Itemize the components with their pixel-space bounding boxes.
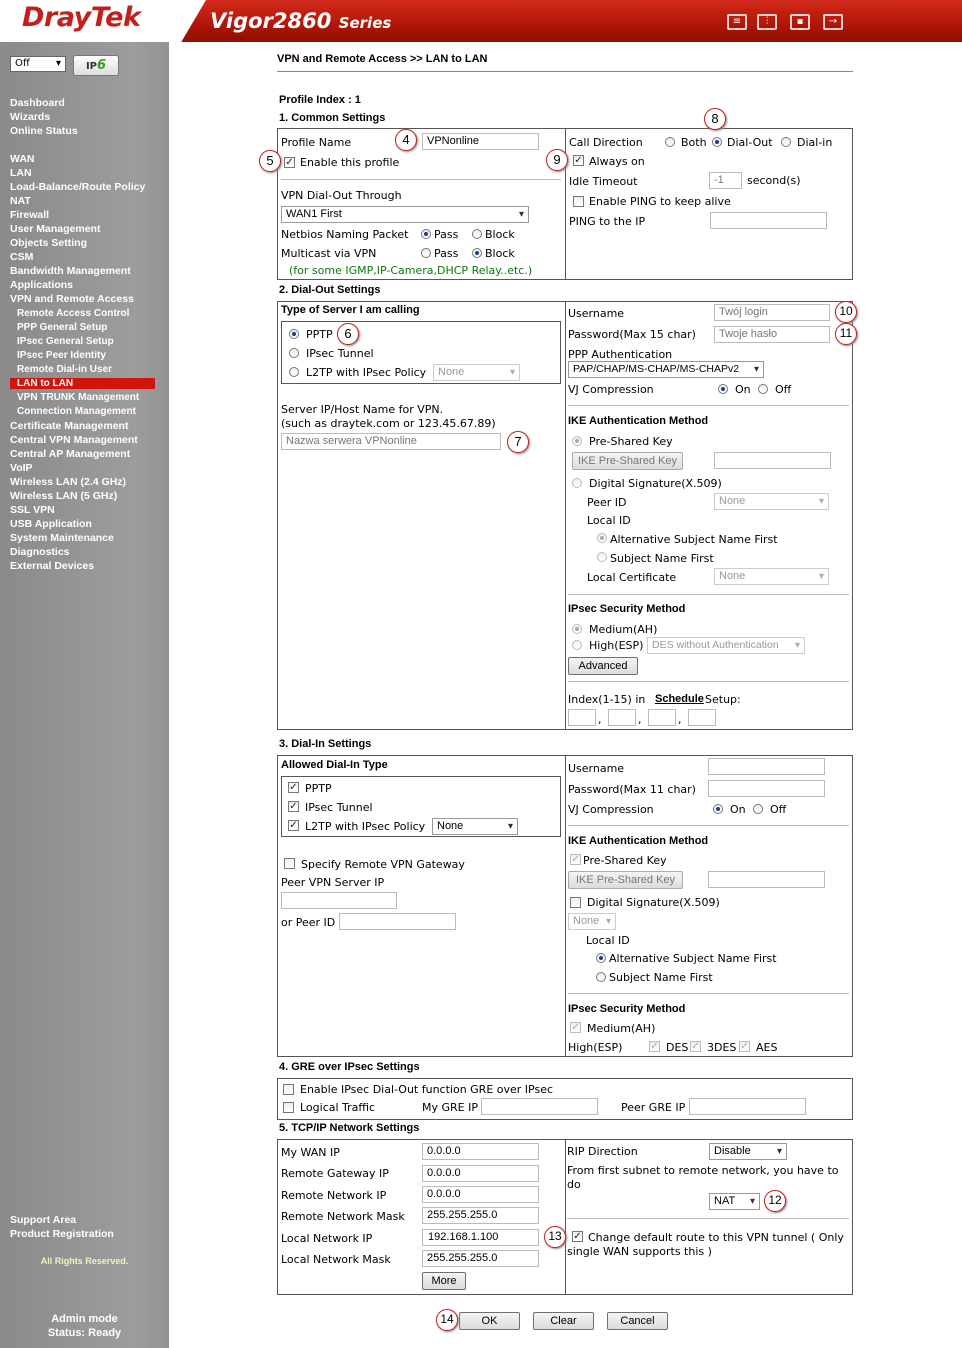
dialin-ike-title: IKE Authentication Method xyxy=(568,835,709,847)
local-id-label: Local ID xyxy=(587,514,631,527)
netbios-pass-label: Pass xyxy=(434,228,459,241)
allowed-type-label: Allowed Dial-In Type xyxy=(281,759,388,771)
peer-gre-input[interactable] xyxy=(689,1098,806,1115)
dialin-medium-checkbox[interactable]: ✓ xyxy=(571,1022,580,1033)
model-series: Series xyxy=(338,14,392,32)
nav-item-central-vpn-management[interactable]: Central VPN Management xyxy=(10,434,138,446)
ipsec-tunnel-label: IPsec Tunnel xyxy=(306,347,374,360)
dialin-vj-off-label: Off xyxy=(770,803,787,816)
vj-on-radio[interactable] xyxy=(718,384,728,394)
dialin-username-label: Username xyxy=(568,762,625,775)
local-cert-select[interactable]: None ▾ xyxy=(714,568,829,585)
nav-item-bandwidth-management[interactable]: Bandwidth Management xyxy=(10,265,131,277)
remote-gw-label: Remote Gateway IP xyxy=(281,1167,389,1180)
server-type-label: Type of Server I am calling xyxy=(281,304,420,316)
nav-item-nat[interactable]: NAT xyxy=(10,195,31,207)
local-ip-input[interactable]: 192.168.1.100 xyxy=(422,1229,539,1246)
ike-psk-input[interactable] xyxy=(714,452,831,469)
subject-radio[interactable] xyxy=(597,552,607,562)
schedule-input-2[interactable] xyxy=(608,709,636,726)
high-esp-select[interactable]: DES without Authentication ▾ xyxy=(647,637,805,654)
nav-subitem-ppp-general-setup[interactable]: PPP General Setup xyxy=(17,322,108,333)
nav-item-load-balance-route-policy[interactable]: Load-Balance/Route Policy xyxy=(10,181,146,193)
schedule-setup-label: Setup: xyxy=(705,693,741,706)
default-route-checkbox[interactable]: ✓ xyxy=(573,1231,582,1242)
local-mask-label: Local Network Mask xyxy=(281,1253,391,1266)
local-cert-label: Local Certificate xyxy=(587,571,677,584)
nav-item-online-status[interactable]: Online Status xyxy=(10,125,78,137)
ppp-auth-select[interactable]: PAP/CHAP/MS-CHAP/MS-CHAPv2 ▾ xyxy=(568,361,764,378)
rip-direction-label: RIP Direction xyxy=(567,1145,638,1158)
nav-item-diagnostics[interactable]: Diagnostics xyxy=(10,546,70,558)
nav-item-ssl-vpn[interactable]: SSL VPN xyxy=(10,504,55,516)
nav-subitem-connection-management[interactable]: Connection Management xyxy=(17,406,136,417)
schedule-index-label: Index(1-15) in xyxy=(568,693,646,706)
password-input[interactable]: Twoje hasło xyxy=(714,326,830,343)
section-common-title: 1. Common Settings xyxy=(279,112,386,124)
nav-subitem-ipsec-peer-identity[interactable]: IPsec Peer Identity xyxy=(17,350,106,361)
ipsec-method-title: IPsec Security Method xyxy=(568,603,686,615)
l2tp-policy-select[interactable]: None ▾ xyxy=(433,364,520,381)
call-dialout-radio[interactable] xyxy=(712,137,722,147)
netbios-label: Netbios Naming Packet xyxy=(281,228,409,241)
psk-radio[interactable] xyxy=(572,436,582,446)
section-dialout-title: 2. Dial-Out Settings xyxy=(279,284,381,296)
peer-id-input[interactable] xyxy=(339,913,456,930)
ok-button[interactable]: OK xyxy=(459,1312,520,1330)
dialin-ike-psk-input[interactable] xyxy=(708,871,825,888)
dialin-local-id-label: Local ID xyxy=(586,934,630,947)
enable-gre-label: Enable IPsec Dial-Out function GRE over IPsec xyxy=(300,1083,554,1096)
local-ip-label: Local Network IP xyxy=(281,1232,373,1245)
ping-ip-input[interactable] xyxy=(710,212,827,229)
subject-label: Subject Name First xyxy=(610,552,714,565)
nav-subitem-vpn-trunk-management[interactable]: VPN TRUNK Management xyxy=(17,392,140,403)
ipv6-button[interactable] xyxy=(73,55,119,76)
high-esp-label: High(ESP) xyxy=(589,639,644,652)
multicast-label: Multicast via VPN xyxy=(281,247,377,260)
dialin-digsig-checkbox[interactable] xyxy=(570,897,581,908)
my-gre-label: My GRE IP xyxy=(422,1101,478,1114)
nav-item-voip[interactable]: VoIP xyxy=(10,462,33,474)
medium-ah-label: Medium(AH) xyxy=(589,623,658,636)
nat-select[interactable]: NAT ▾ xyxy=(709,1193,760,1210)
ipsec-tunnel-radio[interactable] xyxy=(289,348,299,358)
product-registration-link[interactable]: Product Registration xyxy=(10,1228,114,1240)
tcpip-divider xyxy=(565,1139,566,1295)
3des-checkbox[interactable]: ✓ xyxy=(691,1041,700,1052)
dialin-vj-on-label: On xyxy=(730,803,746,816)
call-direction-label: Call Direction xyxy=(569,136,643,149)
vj-off-radio[interactable] xyxy=(758,384,768,394)
netbios-block-radio[interactable] xyxy=(472,229,482,239)
breadcrumb-divider xyxy=(277,71,853,72)
settings-icon[interactable]: ⫶ xyxy=(757,14,777,30)
separator: , xyxy=(598,713,602,726)
username-label: Username xyxy=(568,307,625,320)
profile-index: Profile Index : 1 xyxy=(279,94,361,106)
profile-name-label: Profile Name xyxy=(281,136,352,149)
peer-id-label: Peer ID xyxy=(587,496,627,509)
schedule-input-1[interactable] xyxy=(568,709,596,726)
nav-subitem-remote-dial-in-user[interactable]: Remote Dial-in User xyxy=(17,364,113,375)
always-on-checkbox[interactable]: ✓ xyxy=(574,155,583,166)
ppp-auth-label: PPP Authentication xyxy=(568,348,673,361)
callout-12: 12 xyxy=(764,1190,786,1212)
des-label: DES xyxy=(666,1041,689,1054)
des-checkbox[interactable]: ✓ xyxy=(650,1041,659,1052)
nav-subitem-remote-access-control[interactable]: Remote Access Control xyxy=(17,308,130,319)
logical-traffic-checkbox[interactable] xyxy=(283,1102,294,1113)
call-dialin-label: Dial-in xyxy=(797,136,833,149)
separator: , xyxy=(678,713,682,726)
dialin-alt-subject-radio[interactable] xyxy=(596,953,606,963)
brand-logo: DrayTek xyxy=(22,2,141,33)
rights-text: All Rights Reserved. xyxy=(40,1256,129,1266)
dialin-l2tp-policy-select[interactable]: None ▾ xyxy=(432,818,518,835)
support-area-link[interactable]: Support Area xyxy=(10,1214,77,1226)
ike-auth-title: IKE Authentication Method xyxy=(568,415,709,427)
nav-item-certificate-management[interactable]: Certificate Management xyxy=(10,420,129,432)
divider xyxy=(567,1218,849,1219)
dialout-divider xyxy=(565,301,566,730)
dialin-password-input[interactable] xyxy=(708,780,825,797)
remote-gw-input[interactable]: 0.0.0.0 xyxy=(422,1165,539,1182)
callout-11: 11 xyxy=(835,323,857,345)
my-wan-ip-label: My WAN IP xyxy=(281,1146,340,1159)
callout-10: 10 xyxy=(835,301,857,323)
divider xyxy=(568,681,849,682)
quick-start-icon[interactable]: ≡ xyxy=(727,14,747,30)
peer-id-select[interactable]: None ▾ xyxy=(714,493,829,510)
dialin-digsig-select[interactable]: None ▾ xyxy=(568,913,616,930)
call-dialin-radio[interactable] xyxy=(781,137,791,147)
divider xyxy=(281,179,561,180)
nav-item-wan[interactable]: WAN xyxy=(10,153,35,165)
dialin-divider xyxy=(565,755,566,1057)
dialin-psk-checkbox[interactable]: ✓ xyxy=(571,854,580,865)
header xyxy=(0,0,962,42)
model-name: Vigor2860 xyxy=(210,9,332,33)
or-peer-id-label: or Peer ID xyxy=(281,916,336,929)
callout-8: 8 xyxy=(704,108,726,130)
callout-13: 13 xyxy=(544,1226,566,1248)
pptp-label: PPTP xyxy=(306,328,333,341)
aes-checkbox[interactable]: ✓ xyxy=(740,1041,749,1052)
rip-direction-select[interactable]: Disable ▾ xyxy=(709,1143,787,1160)
nav-item-wireless-lan-2-4-ghz-[interactable]: Wireless LAN (2.4 GHz) xyxy=(10,476,127,488)
aes-label: AES xyxy=(756,1041,778,1054)
pptp-radio[interactable] xyxy=(289,329,299,339)
dialin-vj-on-radio[interactable] xyxy=(713,804,723,814)
my-wan-ip-input[interactable]: 0.0.0.0 xyxy=(422,1143,539,1160)
logical-traffic-label: Logical Traffic xyxy=(300,1101,376,1114)
separator: , xyxy=(638,713,642,726)
cancel-button[interactable]: Cancel xyxy=(607,1312,668,1330)
dialin-password-label: Password(Max 11 char) xyxy=(568,783,696,796)
idle-timeout-label: Idle Timeout xyxy=(569,175,638,188)
route-text-2: do xyxy=(567,1178,581,1191)
nav-item-external-devices[interactable]: External Devices xyxy=(10,560,95,572)
advanced-button[interactable]: Advanced xyxy=(568,657,638,675)
3des-label: 3DES xyxy=(707,1041,737,1054)
peer-vpn-ip-label: Peer VPN Server IP xyxy=(281,876,385,889)
nav-item-firewall[interactable]: Firewall xyxy=(10,209,50,221)
dialin-alt-subject-label: Alternative Subject Name First xyxy=(609,952,777,965)
dialin-ike-psk-button[interactable]: IKE Pre-Shared Key xyxy=(568,871,683,889)
callout-6: 6 xyxy=(337,323,359,345)
peer-gre-label: Peer GRE IP xyxy=(621,1101,686,1114)
divider xyxy=(568,993,849,994)
enable-profile-checkbox[interactable]: ✓ xyxy=(285,157,294,168)
dialin-pptp-label: PPTP xyxy=(305,782,332,795)
ping-ip-label: PING to the IP xyxy=(569,215,646,228)
multicast-pass-radio[interactable] xyxy=(421,248,431,258)
route-text-1: From first subnet to remote network, you have to xyxy=(567,1164,839,1177)
server-host-label: Server IP/Host Name for VPN. xyxy=(281,403,444,416)
psk-label: Pre-Shared Key xyxy=(589,435,673,448)
section-tcpip-title: 5. TCP/IP Network Settings xyxy=(279,1122,420,1134)
model-title xyxy=(210,9,391,33)
nav-item-dashboard[interactable]: Dashboard xyxy=(10,97,65,109)
dialin-digsig-label: Digital Signature(X.509) xyxy=(587,896,720,909)
ipv6-label: IP xyxy=(85,61,97,72)
dialin-vj-off-radio[interactable] xyxy=(753,804,763,814)
dialin-subject-label: Subject Name First xyxy=(609,971,713,984)
callout-4: 4 xyxy=(395,129,417,151)
dialin-subject-radio[interactable] xyxy=(596,972,606,982)
schedule-link[interactable]: Schedule xyxy=(655,693,704,705)
dialin-medium-label: Medium(AH) xyxy=(587,1022,656,1035)
remote-mask-input[interactable]: 255.255.255.0 xyxy=(422,1207,539,1224)
divider xyxy=(568,825,849,826)
divider xyxy=(568,405,849,406)
dialin-pptp-checkbox[interactable]: ✓ xyxy=(289,782,298,793)
dialin-l2tp-checkbox[interactable]: ✓ xyxy=(289,820,298,831)
username-input[interactable]: Twój login xyxy=(714,304,830,321)
call-both-label: Both xyxy=(681,136,707,149)
nav-item-applications[interactable]: Applications xyxy=(10,279,74,291)
peer-vpn-ip-input[interactable] xyxy=(281,892,397,909)
my-gre-input[interactable] xyxy=(481,1098,598,1115)
dialin-ipsec-label: IPsec Tunnel xyxy=(305,801,373,814)
dialout-through-label: VPN Dial-Out Through xyxy=(281,189,402,202)
dialout-through-select[interactable]: WAN1 First ▾ xyxy=(281,206,529,223)
default-route-label-2: single WAN supports this ) xyxy=(567,1245,712,1258)
local-mask-input[interactable]: 255.255.255.0 xyxy=(422,1250,539,1267)
multicast-block-label: Block xyxy=(485,247,515,260)
multicast-block-radio[interactable] xyxy=(472,248,482,258)
password-label: Password(Max 15 char) xyxy=(568,328,696,341)
mode-select[interactable]: Off ▾ xyxy=(10,56,66,72)
nav-item-vpn-and-remote-access[interactable]: VPN and Remote Access xyxy=(10,293,134,305)
server-host-input[interactable]: Nazwa serwera VPNonline xyxy=(281,433,501,450)
call-dialout-label: Dial-Out xyxy=(727,136,773,149)
netbios-pass-radio[interactable] xyxy=(421,229,431,239)
more-button[interactable]: More xyxy=(422,1272,466,1290)
schedule-input-4[interactable] xyxy=(688,709,716,726)
nav-item-wizards[interactable]: Wizards xyxy=(10,111,51,123)
ping-label: Enable PING to keep alive xyxy=(589,195,731,208)
high-esp-radio[interactable] xyxy=(572,640,582,650)
schedule-input-3[interactable] xyxy=(648,709,676,726)
save-icon[interactable]: ▪ xyxy=(790,14,810,30)
remote-mask-label: Remote Network Mask xyxy=(281,1210,405,1223)
nav-item-csm[interactable]: CSM xyxy=(10,251,34,263)
section-dialin-title: 3. Dial-In Settings xyxy=(279,738,372,750)
l2tp-label: L2TP with IPsec Policy xyxy=(306,366,427,379)
nav-item-lan[interactable]: LAN xyxy=(10,167,32,179)
ping-checkbox[interactable] xyxy=(573,196,584,207)
digsig-radio[interactable] xyxy=(572,478,582,488)
dialin-ipsec-title: IPsec Security Method xyxy=(568,1003,686,1015)
nav-item-system-maintenance[interactable]: System Maintenance xyxy=(10,532,114,544)
alt-subject-radio[interactable] xyxy=(597,533,607,543)
logout-icon[interactable]: → xyxy=(823,14,843,30)
alt-subject-label: Alternative Subject Name First xyxy=(610,533,778,546)
dialin-high-label: High(ESP) xyxy=(568,1041,623,1054)
default-route-label-1: Change default route to this VPN tunnel ( Only xyxy=(588,1231,844,1244)
specify-gateway-label: Specify Remote VPN Gateway xyxy=(301,858,465,871)
dialin-vj-label: VJ Compression xyxy=(568,803,654,816)
medium-ah-radio[interactable] xyxy=(572,624,582,634)
admin-mode-text: Admin mode xyxy=(51,1313,118,1325)
dialin-ipsec-checkbox[interactable]: ✓ xyxy=(289,801,298,812)
callout-5: 5 xyxy=(259,150,281,172)
server-host-hint: (such as draytek.com or 123.45.67.89) xyxy=(281,417,496,430)
nav-item-objects-setting[interactable]: Objects Setting xyxy=(10,237,88,249)
nav-subitem-ipsec-general-setup[interactable]: IPsec General Setup xyxy=(17,336,114,347)
callout-14: 14 xyxy=(436,1309,458,1331)
remote-net-input[interactable]: 0.0.0.0 xyxy=(422,1186,539,1203)
always-on-label: Always on xyxy=(589,155,645,168)
netbios-block-label: Block xyxy=(485,228,515,241)
igmp-note: (for some IGMP,IP-Camera,DHCP Relay..etc.) xyxy=(289,264,533,277)
enable-profile-label: Enable this profile xyxy=(300,156,400,169)
breadcrumb: VPN and Remote Access >> LAN to LAN xyxy=(277,53,488,65)
status-text: Status: Ready xyxy=(47,1327,122,1339)
section-gre-title: 4. GRE over IPsec Settings xyxy=(279,1061,420,1073)
dialin-psk-label: Pre-Shared Key xyxy=(583,854,667,867)
nav-subitem-lan-to-lan[interactable]: LAN to LAN xyxy=(10,378,155,389)
nav-item-usb-application[interactable]: USB Application xyxy=(10,518,92,530)
nav-item-user-management[interactable]: User Management xyxy=(10,223,101,235)
vj-off-label: Off xyxy=(775,383,792,396)
common-divider xyxy=(565,128,566,280)
divider xyxy=(568,594,849,595)
clear-button[interactable]: Clear xyxy=(533,1312,594,1330)
call-both-radio[interactable] xyxy=(665,137,675,147)
specify-gateway-checkbox[interactable] xyxy=(284,858,295,869)
nav-item-central-ap-management[interactable]: Central AP Management xyxy=(10,448,131,460)
dialin-username-input[interactable] xyxy=(708,758,825,775)
nav-item-wireless-lan-5-ghz-[interactable]: Wireless LAN (5 GHz) xyxy=(10,490,118,502)
ike-psk-button[interactable]: IKE Pre-Shared Key xyxy=(572,452,683,470)
digsig-label: Digital Signature(X.509) xyxy=(589,477,722,490)
l2tp-radio[interactable] xyxy=(289,367,299,377)
vj-label: VJ Compression xyxy=(568,383,654,396)
callout-9: 9 xyxy=(546,149,568,171)
ipv6-number: 6 xyxy=(97,58,107,73)
enable-gre-checkbox[interactable] xyxy=(283,1084,294,1095)
profile-name-input[interactable]: VPNonline xyxy=(422,133,539,150)
multicast-pass-label: Pass xyxy=(434,247,459,260)
idle-seconds-label: second(s) xyxy=(747,174,801,187)
callout-7: 7 xyxy=(507,431,529,453)
remote-net-label: Remote Network IP xyxy=(281,1189,387,1202)
idle-timeout-input[interactable]: -1 xyxy=(709,172,742,189)
dialin-l2tp-label: L2TP with IPsec Policy xyxy=(305,820,426,833)
vj-on-label: On xyxy=(735,383,751,396)
